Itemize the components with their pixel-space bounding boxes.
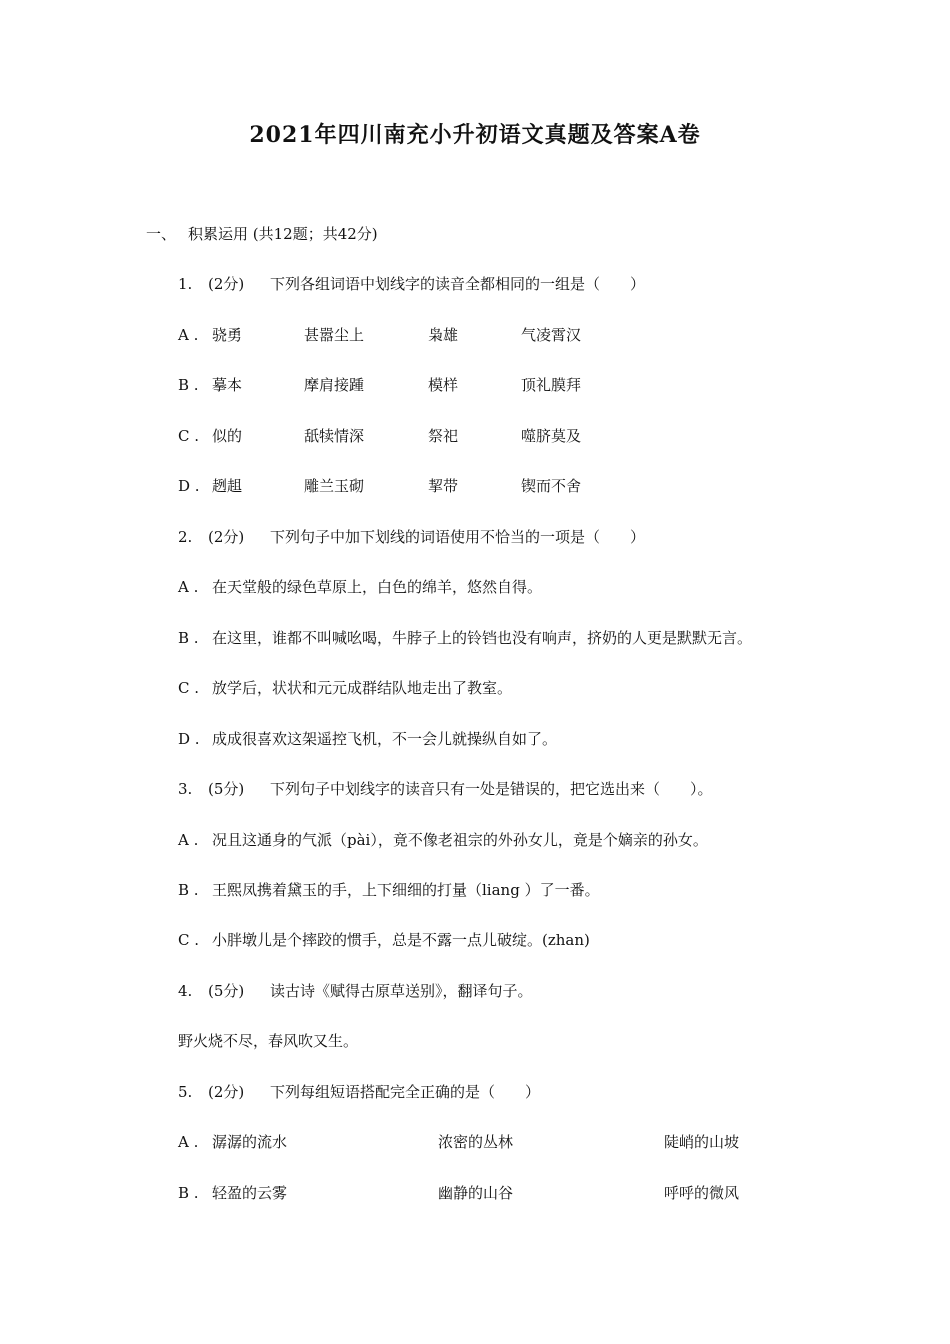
option-phrase: 幽静的山谷: [438, 1184, 514, 1202]
q1-option-d: [178, 476, 778, 496]
option-letter: B .: [178, 629, 199, 647]
option-text: 在天堂般的绿色草原上，白色的绵羊，悠然自得。: [212, 578, 543, 596]
option-phrase: 浓密的丛林: [438, 1133, 514, 1151]
option-letter: A .: [178, 578, 199, 596]
question-2: [178, 527, 645, 547]
question-stem: 读古诗《赋得古原草送别》，翻译句子。: [270, 982, 533, 1000]
question-stem: 下列各组词语中划线字的读音全都相同的一组是（ ）: [270, 275, 646, 293]
option-word: 骁勇: [212, 326, 243, 344]
question-3: [178, 779, 713, 799]
q3-option-b: [178, 880, 600, 900]
q2-option-c: [178, 678, 512, 698]
question-score: (2分): [208, 1083, 245, 1101]
option-word: 挈带: [428, 477, 459, 495]
option-word: 锲而不舍: [521, 477, 582, 495]
q2-option-b: [178, 628, 752, 648]
q1-option-a: [178, 325, 778, 345]
q1-option-c: [178, 426, 778, 446]
question-score: (2分): [208, 528, 245, 546]
q2-option-d: [178, 729, 557, 749]
section-heading: [146, 224, 378, 244]
question-score: (2分): [208, 275, 245, 293]
option-word: 顶礼膜拜: [521, 376, 582, 394]
page-title: 2021年四川南充小升初语文真题及答案A卷: [249, 122, 701, 148]
question-score: (5分): [208, 780, 245, 798]
option-word: 枭雄: [428, 326, 459, 344]
option-text: 在这里，谁都不叫喊吆喝，牛脖子上的铃铛也没有响声，挤奶的人更是默默无言。: [212, 629, 753, 647]
option-letter: D .: [178, 477, 200, 495]
option-text: 放学后，状状和元元成群结队地走出了教室。: [212, 679, 513, 697]
option-phrase: 轻盈的云雾: [212, 1184, 288, 1202]
question-number: 3.: [178, 780, 193, 798]
q2-option-a: [178, 577, 542, 597]
option-word: 甚嚣尘上: [304, 326, 365, 344]
option-text: 小胖墩儿是个摔跤的惯手，总是不露一点儿破绽。(zhan): [212, 931, 590, 949]
option-text: 况且这通身的气派（pài），竟不像老祖宗的外孙女儿，竟是个嫡亲的孙女。: [212, 831, 708, 849]
option-phrase: 潺潺的流水: [212, 1133, 288, 1151]
question-number: 4.: [178, 982, 193, 1000]
option-word: 摩肩接踵: [304, 376, 365, 394]
option-word: 舐犊情深: [304, 427, 365, 445]
question-stem: 下列句子中加下划线的词语使用不恰当的一项是（ ）: [270, 528, 646, 546]
option-word: 趔趄: [212, 477, 243, 495]
option-letter: C .: [178, 427, 200, 445]
question-number: 1.: [178, 275, 193, 293]
question-4: [178, 981, 533, 1001]
question-stem: 下列句子中划线字的读音只有一处是错误的，把它选出来（ ）。: [270, 780, 713, 798]
option-letter: A .: [178, 1133, 199, 1151]
section-number: 一、: [146, 225, 177, 243]
option-word: 摹本: [212, 376, 243, 394]
question-5: [178, 1082, 540, 1102]
option-phrase: 呼呼的微风: [664, 1184, 740, 1202]
option-letter: B .: [178, 376, 199, 394]
q5-option-b: [178, 1183, 828, 1203]
option-word: 似的: [212, 427, 243, 445]
option-phrase: 陡峭的山坡: [664, 1133, 740, 1151]
q4-poem-line: 野火烧不尽，春风吹又生。: [178, 1032, 359, 1050]
question-stem: 下列每组短语搭配完全正确的是（ ）: [270, 1083, 541, 1101]
option-letter: C .: [178, 931, 200, 949]
option-letter: D .: [178, 730, 200, 748]
option-word: 噬脐莫及: [521, 427, 582, 445]
option-letter: A .: [178, 326, 199, 344]
option-letter: C .: [178, 679, 200, 697]
option-word: 祭祀: [428, 427, 459, 445]
option-word: 雕兰玉砌: [304, 477, 365, 495]
question-score: (5分): [208, 982, 245, 1000]
q3-option-a: [178, 830, 708, 850]
question-number: 2.: [178, 528, 193, 546]
q5-option-a: [178, 1132, 828, 1152]
question-number: 5.: [178, 1083, 193, 1101]
option-text: 王熙凤携着黛玉的手，上下细细的打量（liang ）了一番。: [212, 881, 600, 899]
option-word: 气凌霄汉: [521, 326, 582, 344]
q1-option-b: [178, 375, 778, 395]
option-text: 成成很喜欢这架遥控飞机，不一会儿就操纵自如了。: [212, 730, 558, 748]
option-letter: A .: [178, 831, 199, 849]
option-word: 模样: [428, 376, 459, 394]
section-label: 积累运用 (共12题；共42分): [188, 225, 378, 243]
option-letter: B .: [178, 881, 199, 899]
option-letter: B .: [178, 1184, 199, 1202]
question-1: [178, 274, 645, 294]
q3-option-c: [178, 930, 590, 950]
